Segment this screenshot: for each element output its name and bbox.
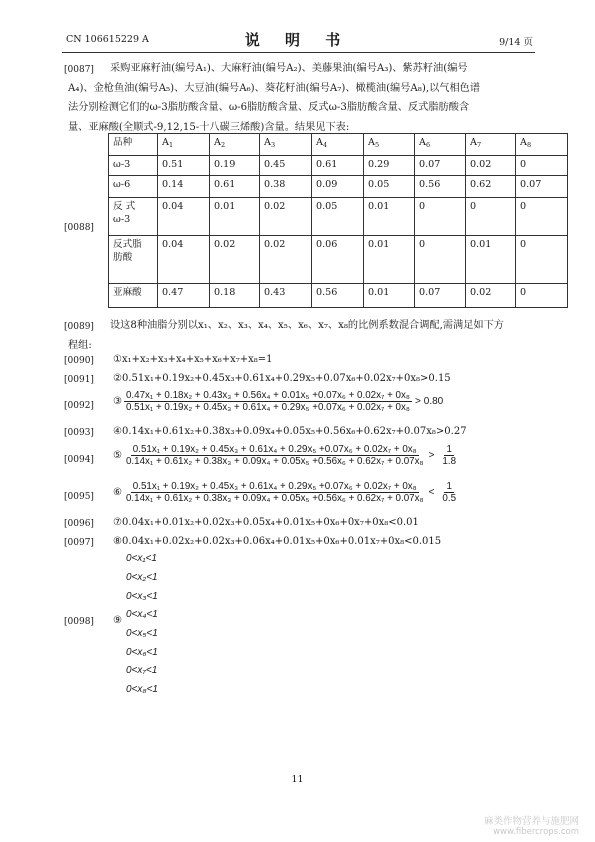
row-label: 反 式 ω-3 (109, 197, 158, 235)
fraction (124, 390, 412, 413)
equation-marker: ③ (113, 396, 122, 407)
table-header-cell: 品种 (109, 134, 158, 156)
table-cell: 0.47 (158, 283, 210, 307)
watermark-title: 麻类作物营养与施肥网 (483, 816, 579, 827)
inequality-x4: 0<x₄<1 (126, 609, 158, 620)
table-cell: 0.38 (260, 175, 312, 197)
rhs-denominator: 0.5 (442, 493, 457, 504)
table-cell: 0.56 (415, 175, 466, 197)
table-header-cell: $A_2$ (210, 134, 260, 156)
table-cell: 0.19 (210, 155, 260, 175)
paragraph-number: [0091] (64, 375, 94, 385)
table-header-cell: $A_8$ (516, 134, 568, 156)
header-divider (62, 52, 535, 53)
table-cell: 0 (516, 197, 568, 235)
table-cell: 0 (516, 283, 568, 307)
table-cell: 0 (415, 235, 466, 283)
row-label: 反式脂 肪酸 (109, 235, 158, 283)
text-line: 采购亚麻籽油(编号A₁)、大麻籽油(编号A₂)、美藤果油(编号A₃)、紫苏籽油(编号 (110, 63, 468, 74)
equation-marker: ⑤ (113, 450, 122, 461)
table-cell: 0.06 (312, 235, 364, 283)
equation-3 (113, 390, 443, 413)
fraction (124, 481, 426, 504)
table-cell: 0.01 (466, 235, 516, 283)
paragraph-number: [0094] (64, 455, 94, 465)
table-cell: 0.29 (364, 155, 415, 175)
page-title: 说 明 书 (244, 31, 351, 49)
fraction-denominator: 0.51x₁ + 0.19x₂ + 0.45x₃ + 0.61x₄ + 0.29x₅ +0.07x₆ + 0.02x₇ + 0x₈ (125, 402, 410, 413)
table-header-cell: $A_1$ (158, 134, 210, 156)
table-row (109, 283, 568, 307)
table-cell: 0.07 (415, 155, 466, 175)
paragraph-number: [0089] (64, 322, 94, 332)
table-cell: 0.04 (158, 235, 210, 283)
fraction-numerator: 0.51x₁ + 0.19x₂ + 0.45x₃ + 0.61x₄ + 0.29x₅ +0.07x₆ + 0.02x₇ + 0x₈ (132, 444, 417, 455)
paragraph-number: [0095] (64, 492, 94, 502)
table-cell: 0.62 (466, 175, 516, 197)
rhs-fraction (440, 444, 458, 467)
row-label: 亚麻酸 (109, 283, 158, 307)
table-row (109, 175, 568, 197)
table-header-cell: $A_3$ (260, 134, 312, 156)
paragraph-number: [0096] (64, 519, 94, 529)
paragraph-number: [0087] (64, 65, 94, 75)
table-row (109, 235, 568, 283)
watermark-url: www.fibercrops.com (493, 827, 579, 837)
rhs-value: 0.80 (423, 396, 444, 407)
table-cell: 0.02 (260, 235, 312, 283)
comparison-sign: > (414, 396, 421, 407)
fraction (124, 444, 426, 467)
table-cell: 0.02 (210, 235, 260, 283)
table-cell: 0.02 (260, 197, 312, 235)
patent-number: CN 106615229 A (66, 34, 149, 45)
equation-8: ⑧0.04x₁+0.02x₂+0.02x₃+0.06x₄+0.01x₅+0x₆+0.01x₇+0x₈<0.015 (113, 536, 442, 547)
paragraph-number: [0098] (64, 617, 94, 627)
table-row (109, 197, 568, 235)
table-cell: 0.01 (210, 197, 260, 235)
table-cell: 0.43 (260, 283, 312, 307)
equation-1: ①x₁+x₂+x₃+x₄+x₅+x₆+x₇+x₈=1 (113, 354, 273, 365)
equation-2: ②0.51x₁+0.19x₂+0.45x₃+0.61x₄+0.29x₅+0.07x₆+0.02x₇+0x₈>0.15 (113, 373, 451, 384)
table-cell: 0.01 (364, 283, 415, 307)
inequality-x6: 0<x₆<1 (126, 647, 158, 658)
table-cell: 0 (516, 235, 568, 283)
table-cell: 0.51 (158, 155, 210, 175)
table-header-cell: $A_7$ (466, 134, 516, 156)
rhs-fraction (440, 481, 458, 504)
table-cell: 0.09 (312, 175, 364, 197)
table-cell: 0.61 (210, 175, 260, 197)
paragraph-number: [0090] (64, 356, 94, 366)
equation-5 (113, 444, 458, 467)
equation-4: ④0.14x₁+0.61x₂+0.38x₃+0.09x₄+0.05x₅+0.56x₆+0.62x₇+0.07x₈>0.27 (113, 426, 467, 437)
table-header-cell: $A_6$ (415, 134, 466, 156)
text-line: 量、亚麻酸(全顺式-9,12,15-十八碳三烯酸)含量。结果见下表: (68, 121, 350, 133)
table-cell: 0.56 (312, 283, 364, 307)
text-line: 法分别检测它们的ω-3脂肪酸含量、ω-6脂肪酸含量、反式ω-3脂肪酸含量、反式脂肪酸含 (68, 102, 470, 113)
paragraph-number: [0097] (64, 538, 94, 548)
equation-marker: ⑥ (113, 487, 122, 498)
table-header-row (109, 134, 568, 156)
table-cell: 0.07 (516, 175, 568, 197)
equation-7: ⑦0.04x₁+0.01x₂+0.02x₃+0.05x₄+0.01x₅+0x₆+0x₇+0x₈<0.01 (113, 517, 419, 528)
fraction-denominator: 0.14x₁ + 0.61x₂ + 0.38x₃ + 0.09x₄ + 0.05x₅ +0.56x₆ + 0.62x₇ + 0.07x₈ (125, 456, 424, 467)
table-header-cell: $A_5$ (364, 134, 415, 156)
paragraph-number: [0093] (64, 428, 94, 438)
page-count: 9/14 页 (499, 37, 533, 48)
table-cell: 0.01 (364, 197, 415, 235)
rhs-numerator: 1 (446, 444, 452, 455)
page-number: 11 (291, 774, 304, 785)
paragraph-number: [0088] (64, 223, 94, 233)
table-cell: 0.02 (466, 283, 516, 307)
rhs-numerator: 1 (446, 481, 452, 492)
text-line: 设这8种油脂分别以x₁、x₂、x₃、x₄、x₅、x₆、x₇、x₈的比例系数混合调配,需满足如下方 (110, 320, 504, 331)
inequality-x8: 0<x₈<1 (126, 684, 158, 695)
table-cell: 0.18 (210, 283, 260, 307)
inequality-x5: 0<x₅<1 (126, 628, 158, 639)
table-header-cell: $A_4$ (312, 134, 364, 156)
table-cell: 0.61 (312, 155, 364, 175)
fraction-numerator: 0.51x₁ + 0.19x₂ + 0.45x₃ + 0.61x₄ + 0.29x₅ +0.07x₆ + 0.02x₇ + 0x₈ (132, 481, 417, 492)
table-cell: 0.05 (364, 175, 415, 197)
table-row (109, 155, 568, 175)
fraction-denominator: 0.14x₁ + 0.61x₂ + 0.38x₃ + 0.09x₄ + 0.05x₅ +0.56x₆ + 0.62x₇ + 0.07x₈ (125, 493, 424, 504)
table-cell: 0.07 (415, 283, 466, 307)
table-cell: 0.45 (260, 155, 312, 175)
table-cell: 0.02 (466, 155, 516, 175)
row-label: ω-3 (109, 155, 158, 175)
comparison-sign: > (428, 450, 435, 461)
row-label: ω-6 (109, 175, 158, 197)
table-cell: 0 (516, 155, 568, 175)
table-cell: 0 (466, 197, 516, 235)
text-line: 程组: (68, 339, 92, 351)
inequality-x7: 0<x₇<1 (126, 665, 158, 676)
rhs-denominator: 1.8 (442, 456, 457, 467)
table-cell: 0.01 (364, 235, 415, 283)
text-line: A₄)、金枪鱼油(编号A₅)、大豆油(编号A₆)、葵花籽油(编号A₇)、橄榄油(编号A₈),以气相色谱 (68, 82, 481, 94)
paragraph-number: [0092] (64, 401, 94, 411)
table-cell: 0.04 (158, 197, 210, 235)
inequality-x3: 0<x₃<1 (126, 591, 158, 602)
equation-6 (113, 481, 458, 504)
inequality-x2: 0<x₂<1 (126, 572, 158, 583)
oil-composition-table (108, 133, 568, 308)
equation-marker: ⑨ (113, 615, 122, 626)
inequality-x1: 0<x₁<1 (126, 553, 157, 564)
table-cell: 0 (415, 197, 466, 235)
comparison-sign: < (428, 487, 435, 498)
table-cell: 0.14 (158, 175, 210, 197)
table-cell: 0.05 (312, 197, 364, 235)
fraction-numerator: 0.47x₁ + 0.18x₂ + 0.43x₃ + 0.56x₄ + 0.01x₅ +0.07x₆ + 0.02x₇ + 0x₈ (125, 390, 410, 401)
